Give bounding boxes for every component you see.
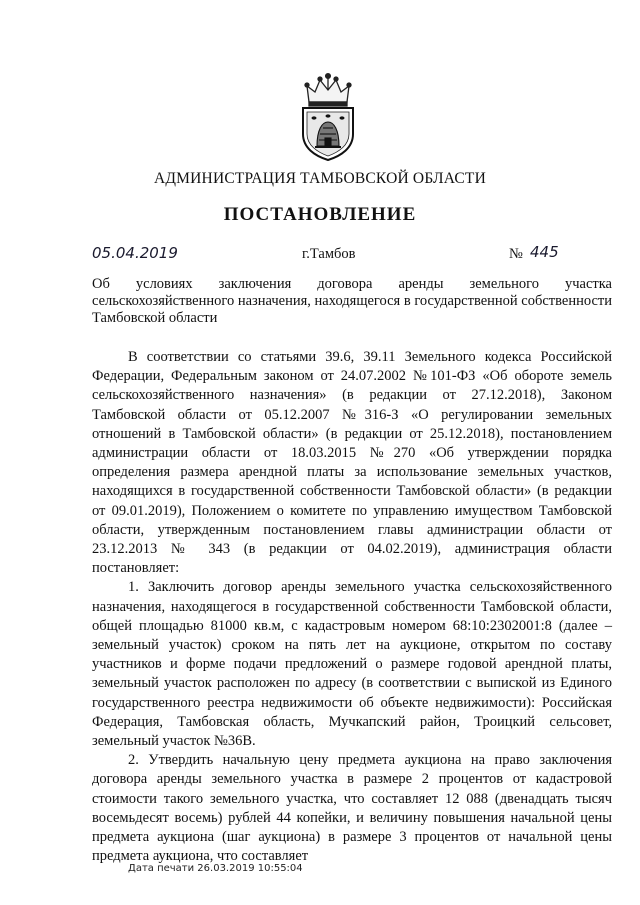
document-date: 05.04.2019	[92, 244, 178, 262]
document-body	[92, 348, 612, 866]
number-sign: №	[509, 246, 523, 262]
document-number: 445	[530, 243, 559, 261]
document-type: ПОСТАНОВЛЕНИЕ	[223, 204, 417, 225]
coat-of-arms-icon	[297, 72, 359, 162]
print-date: Дата печати 26.03.2019 10:55:04	[128, 863, 303, 874]
item-1-paragraph: 1. Заключить договор аренды земельного участка сельскохозяйственного назначения, находящегося в государственной собственности Тамбовской области, общей площадью 81000 кв.м, с кадастровым номером 68:10:2302001:8 (далее – земельный участок) сроком на пять лет на аукционе, открытом по составу участников и форме подачи предложений о размере годовой арендной платы, земельный участок расположен по адресу (в соответствии с выпиской из Единого государственного реестра недвижимости об объекте недвижимости): Российская Федерация, Тамбовская область, Мучкапский район, Троицкий сельсовет, земельный участок №36В.	[92, 579, 612, 750]
organization-name: АДМИНИСТРАЦИЯ ТАМБОВСКОЙ ОБЛАСТИ	[154, 170, 486, 187]
item-2-paragraph: 2. Утвердить начальную цену предмета аукциона на право заключения договора аренды земельного участка в размере 2 процентов от кадастровой стоимости такого земельного участка, что составляет 12 088 (двенадцать тысяч восемьдесят восемь) рублей 44 копейки, и величину повышения начальной цены предмета аукциона (шаг аукциона) в размере 3 процентов от начальной цены предмета аукциона, что составляет	[92, 752, 612, 865]
document-meta	[0, 244, 640, 266]
preamble-paragraph: В соответствии со статьями 39.6, 39.11 Земельного кодекса Российской Федерации, Федеральным законом от 24.07.2002 №101-ФЗ «Об обороте земель сельскохозяйственного назначения» (в редакции от 27.12.2018), Законом Тамбовской области от 05.12.2007 №316-З «О регулировании земельных отношений в Тамбовской области» (в редакции от 25.12.2018), постановлением администрации области от 18.03.2015 №270 «Об утверждении порядка определения размера арендной платы за использование земельных участков, находящихся в государственной собственности Тамбовской области» (в редакции от 09.01.2019), Положением о комитете по управлению имуществом Тамбовской области, утвержденным постановлением главы администрации области от 23.12.2013 № 343 (в редакции от 04.02.2019), администрация области постановляет:	[92, 349, 612, 577]
document-subject: Об условиях заключения договора аренды земельного участка сельскохозяйственного назначения, находящегося в государственной собственности Тамбовской области	[92, 276, 612, 326]
document-city: г.Тамбов	[302, 246, 356, 262]
